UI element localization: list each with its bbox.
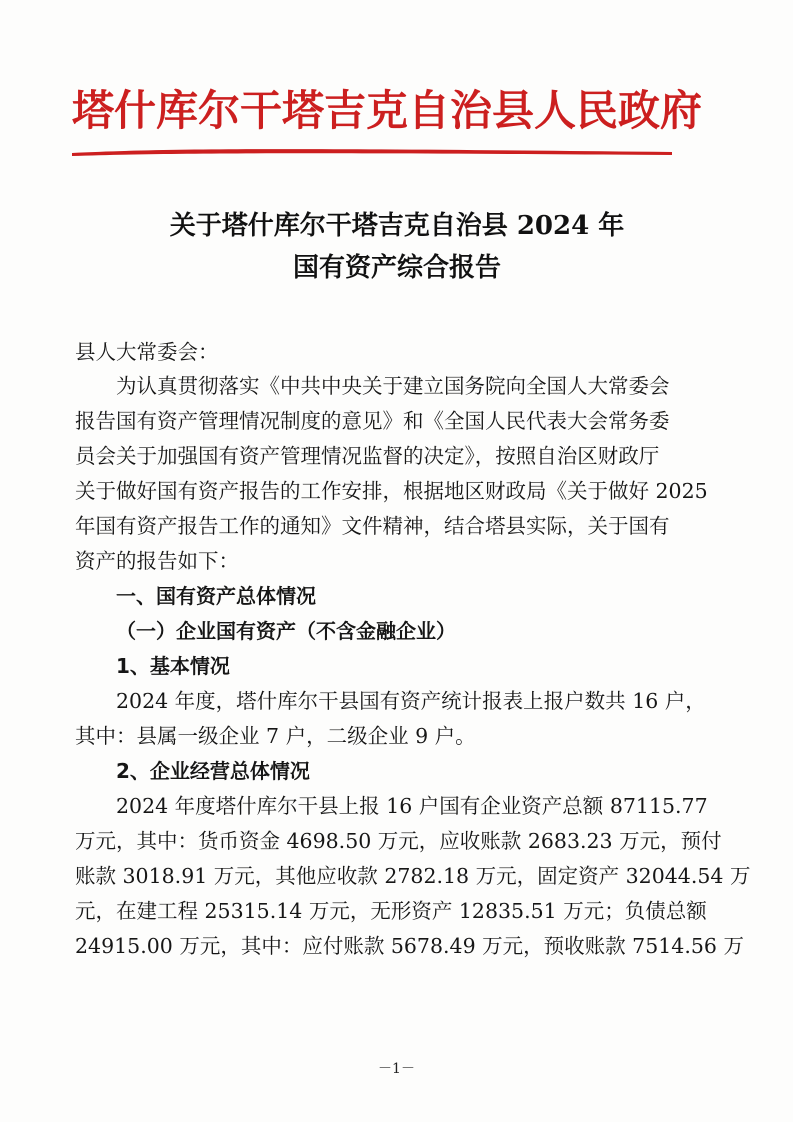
salutation: 县人大常委会： [75, 340, 219, 364]
page-number: －1－ [378, 1061, 415, 1077]
item-heading-1: 1、基本情况 [116, 654, 230, 678]
paragraph-3-line-4: 元，在建工程 25315.14 万元，无形资产 12835.51 万元；负债总额 [75, 899, 707, 923]
subsection-heading-1: （一）企业国有资产（不含金融企业） [116, 619, 456, 643]
document-title-line-1: 关于塔什库尔干塔吉克自治县 2024 年 [169, 211, 625, 241]
paragraph-3-line-1: 2024 年度塔什库尔干县上报 16 户国有企业资产总额 87115.77 [116, 794, 708, 818]
letterhead-red-rule [72, 146, 672, 160]
paragraph-1-line-4: 关于做好国有资产报告的工作安排，根据地区财政局《关于做好 2025 [75, 479, 708, 503]
paragraph-1-line-3: 员会关于加强国有资产管理情况监督的决定》，按照自治区财政厅 [75, 444, 660, 468]
paragraph-1-line-6: 资产的报告如下： [75, 549, 239, 573]
paragraph-3-line-5: 24915.00 万元，其中：应付账款 5678.49 万元，预收账款 7514.56 万 [75, 934, 744, 958]
paragraph-3-line-2: 万元，其中：货币资金 4698.50 万元，应收账款 2683.23 万元，预付 [75, 829, 722, 853]
paragraph-1-line-2: 报告国有资产管理情况制度的意见》和《全国人民代表大会常务委 [75, 409, 670, 433]
document-title-line-2: 国有资产综合报告 [292, 253, 501, 283]
paragraph-2-line-2: 其中：县属一级企业 7 户，二级企业 9 户。 [75, 724, 476, 748]
paragraph-2-line-1: 2024 年度，塔什库尔干县国有资产统计报表上报户数共 16 户， [116, 689, 706, 713]
section-heading-1: 一、国有资产总体情况 [116, 584, 316, 608]
letterhead-issuer: 塔什库尔干塔吉克自治县人民政府 [72, 86, 703, 135]
item-heading-2: 2、企业经营总体情况 [116, 759, 310, 783]
paragraph-1-line-1: 为认真贯彻落实《中共中央关于建立国务院向全国人大常委会 [116, 374, 670, 398]
paragraph-1-line-5: 年国有资产报告工作的通知》文件精神，结合塔县实际，关于国有 [75, 514, 670, 538]
paragraph-3-line-3: 账款 3018.91 万元，其他应收款 2782.18 万元，固定资产 32044.54 万 [75, 864, 751, 888]
